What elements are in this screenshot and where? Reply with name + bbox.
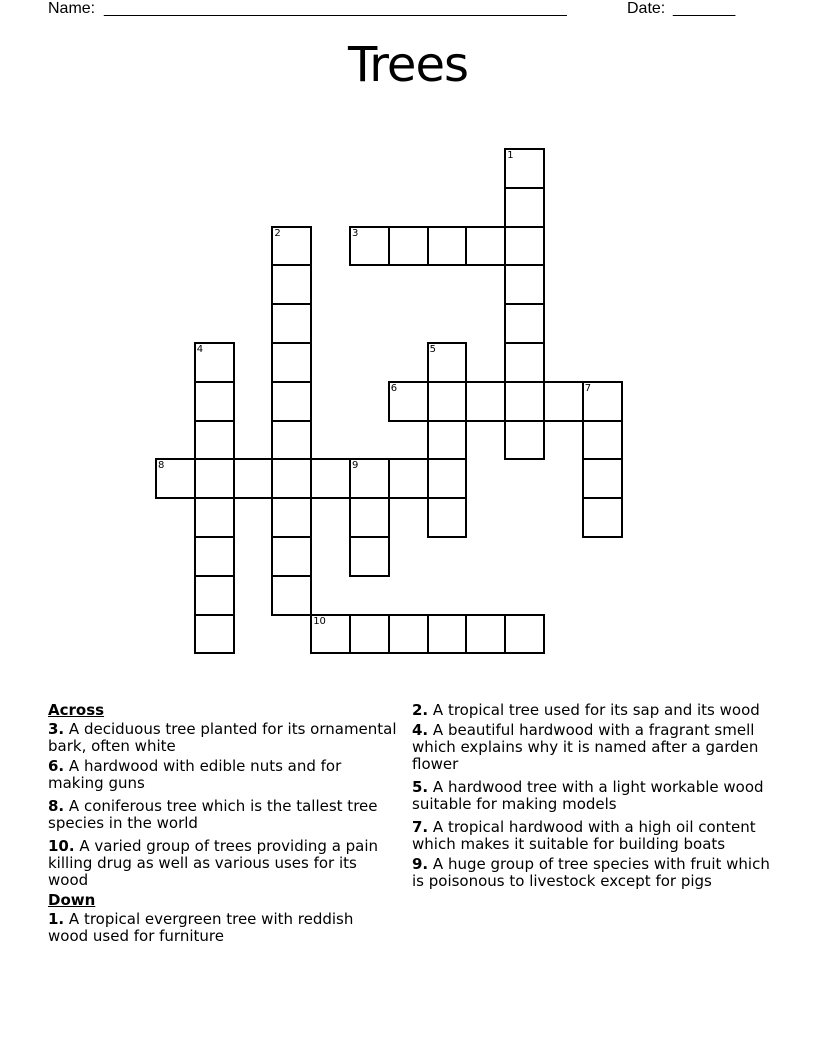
crossword-cell[interactable]	[194, 381, 235, 422]
crossword-cell[interactable]	[427, 497, 468, 538]
crossword-cell[interactable]	[194, 575, 235, 616]
crossword-cell[interactable]	[582, 458, 623, 499]
crossword-cell[interactable]	[271, 226, 312, 267]
crossword-cell[interactable]	[504, 342, 545, 383]
clue-across-3	[48, 721, 398, 755]
page-title: Trees	[347, 37, 468, 93]
down-heading: Down	[48, 891, 96, 909]
clue-down-7	[412, 819, 772, 853]
crossword-cell[interactable]	[194, 420, 235, 461]
clue-across-8	[48, 798, 398, 832]
clue-down-9	[412, 856, 772, 890]
clue-text: A hardwood with edible nuts and for making guns	[48, 757, 342, 792]
cell-number: 7	[584, 382, 592, 394]
clue-text: A tropical tree used for its sap and its wood	[432, 701, 760, 719]
crossword-cell[interactable]	[271, 264, 312, 305]
crossword-cell[interactable]	[271, 536, 312, 577]
clue-down-1	[48, 911, 398, 945]
crossword-cell[interactable]	[194, 497, 235, 538]
clue-down-2	[412, 702, 772, 719]
crossword-cell[interactable]	[465, 614, 506, 655]
clues-left-column	[48, 702, 398, 948]
clue-text: A deciduous tree planted for its ornamental bark, often white	[48, 720, 397, 755]
clue-text: A tropical hardwood with a high oil content which makes it suitable for building boats	[412, 818, 756, 853]
clue-number: 8.	[48, 797, 65, 815]
cell-number: 9	[352, 460, 359, 472]
crossword-cell[interactable]	[504, 303, 545, 344]
date-label: Date:	[627, 0, 666, 17]
cell-number: 4	[196, 344, 204, 355]
crossword-cell[interactable]	[427, 420, 468, 461]
crossword-cell[interactable]	[504, 187, 545, 228]
clue-number: 10.	[48, 837, 75, 855]
cell-number: 1	[507, 150, 514, 161]
cell-number: 5	[429, 344, 436, 355]
cell-number: 8	[158, 460, 165, 472]
crossword-cell[interactable]	[582, 497, 623, 538]
crossword-cell[interactable]	[388, 458, 429, 499]
crossword-cell[interactable]	[194, 458, 235, 499]
crossword-cell[interactable]	[271, 342, 312, 383]
crossword-cell[interactable]	[427, 342, 468, 383]
crossword-cell[interactable]	[194, 342, 235, 383]
crossword-cell[interactable]	[427, 614, 468, 655]
crossword-cell[interactable]	[271, 497, 312, 538]
crossword-cell[interactable]	[349, 536, 390, 577]
crossword-cell[interactable]	[349, 614, 390, 655]
clue-down-5	[412, 779, 772, 813]
clue-text: A beautiful hardwood with a fragrant smell which explains why it is named after a garden flower	[412, 721, 759, 773]
crossword-cell[interactable]	[349, 497, 390, 538]
clue-text: A huge group of tree species with fruit which is poisonous to livestock except for pigs	[412, 855, 770, 890]
crossword-cell[interactable]	[194, 536, 235, 577]
crossword-cell[interactable]	[194, 614, 235, 655]
clue-text: A tropical evergreen tree with reddish wood used for furniture	[48, 910, 354, 945]
name-label: Name:	[48, 0, 96, 17]
clue-number: 9.	[412, 855, 429, 873]
cell-number: 3	[352, 227, 359, 239]
cell-number: 6	[390, 382, 398, 394]
crossword-cell[interactable]	[543, 381, 584, 422]
crossword-cell[interactable]	[582, 381, 623, 422]
crossword-cell[interactable]	[582, 420, 623, 461]
clue-number: 7.	[412, 818, 429, 836]
crossword-cell[interactable]	[155, 458, 196, 499]
crossword-cell[interactable]	[233, 458, 274, 499]
crossword-cell[interactable]	[388, 614, 429, 655]
cell-number: 2	[274, 227, 281, 239]
date-field[interactable]: _______	[673, 0, 736, 17]
crossword-cell[interactable]	[349, 458, 390, 499]
clue-number: 6.	[48, 757, 65, 775]
crossword-cell[interactable]	[310, 458, 351, 499]
clue-number: 4.	[412, 721, 429, 739]
clue-number: 5.	[412, 778, 429, 796]
crossword-cell[interactable]	[388, 381, 429, 422]
clues-right-column	[412, 702, 772, 893]
crossword-cell[interactable]	[427, 381, 468, 422]
crossword-cell[interactable]	[427, 458, 468, 499]
clue-across-6	[48, 758, 398, 792]
crossword-cell[interactable]	[271, 458, 312, 499]
crossword-cell[interactable]	[504, 226, 545, 267]
clue-down-4	[412, 722, 772, 773]
crossword-cell[interactable]	[504, 614, 545, 655]
crossword-cell[interactable]	[271, 381, 312, 422]
crossword-cell[interactable]	[271, 420, 312, 461]
clue-text: A hardwood tree with a light workable wood suitable for making models	[412, 778, 764, 813]
crossword-cell[interactable]	[465, 381, 506, 422]
clue-number: 1.	[48, 910, 65, 928]
clue-text: A varied group of trees providing a pain killing drug as well as various uses for its wood	[48, 837, 379, 889]
crossword-cell[interactable]	[349, 226, 390, 267]
name-field[interactable]: ____________________________________________________	[104, 0, 567, 17]
clue-number: 3.	[48, 720, 65, 738]
clue-text: A coniferous tree which is the tallest tree species in the world	[48, 797, 378, 832]
crossword-cell[interactable]	[465, 226, 506, 267]
clue-across-10	[48, 838, 398, 889]
crossword-cell[interactable]	[388, 226, 429, 267]
cell-number: 10	[313, 615, 326, 627]
crossword-cell[interactable]	[271, 303, 312, 344]
across-heading: Across	[48, 701, 105, 719]
crossword-cell[interactable]	[310, 614, 351, 655]
crossword-cell[interactable]	[504, 420, 545, 461]
crossword-cell[interactable]	[504, 148, 545, 189]
crossword-cell[interactable]	[271, 575, 312, 616]
crossword-cell[interactable]	[427, 226, 468, 267]
clue-number: 2.	[412, 701, 429, 719]
crossword-cell[interactable]	[504, 264, 545, 305]
crossword-cell[interactable]	[504, 381, 545, 422]
